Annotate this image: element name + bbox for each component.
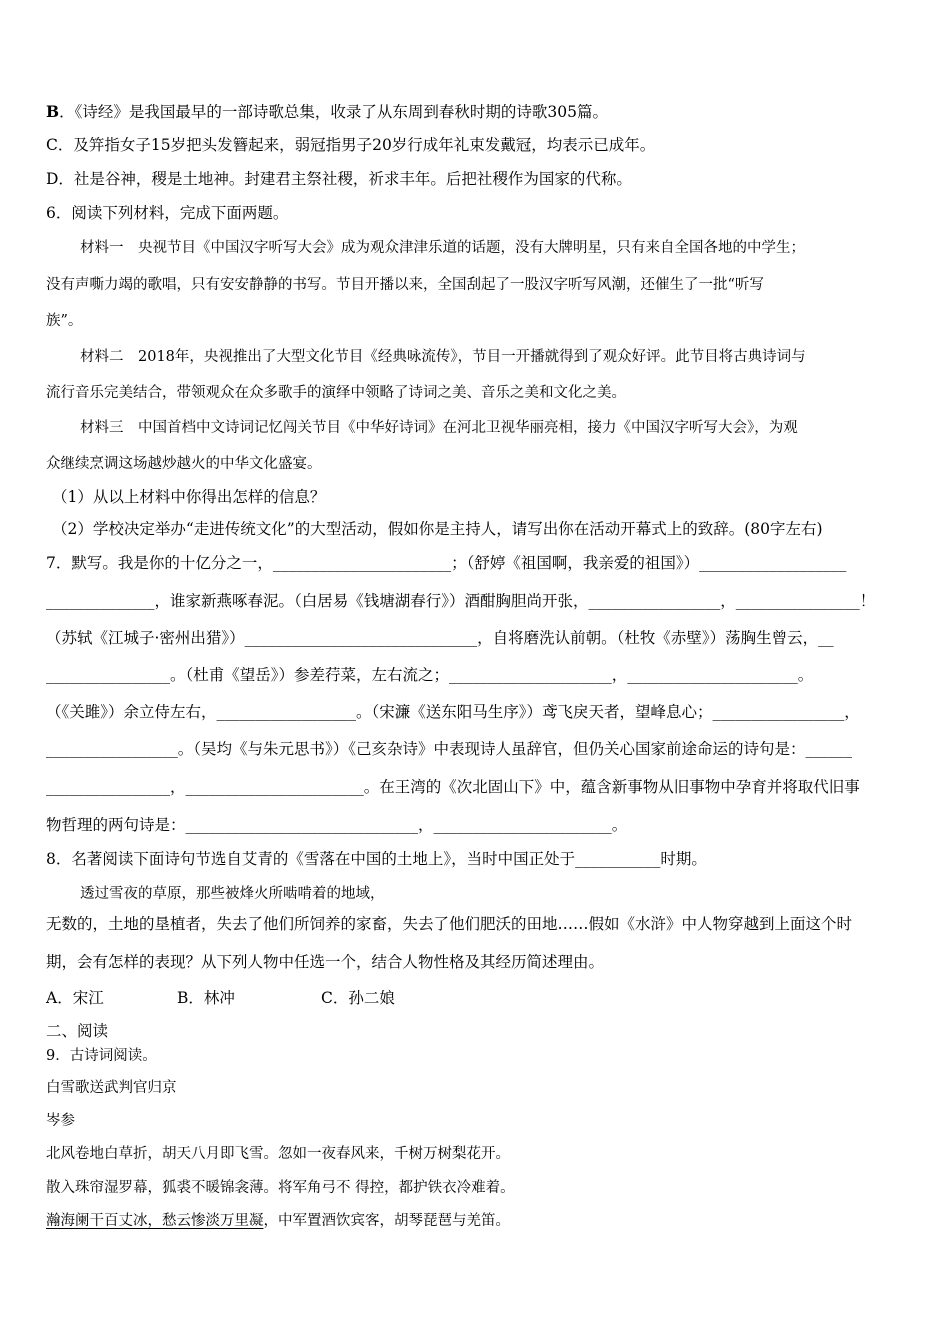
- option-c: C．及笄指女子15岁把头发簪起来，弱冠指男子20岁行成年礼束发戴冠，均表示已成年。: [46, 136, 656, 154]
- question-7-line-3: （苏轼《江城子·密州出猎》）______________________________，自将磨洗认前朝。（杜牧《赤壁》）荡胸生曾云，__: [46, 629, 834, 647]
- material-1-line-3: 族”。: [46, 313, 83, 329]
- question-7-line-8: 物哲理的两句诗是：______________________________，_______________________。: [46, 816, 628, 834]
- question-9-title: 9．古诗词阅读。: [46, 1048, 157, 1064]
- question-7-line-5: （《关雎》）余立侍左右，__________________。（宋濂《送东阳马生序》）鸢飞戾天者，望峰息心；_________________，: [46, 703, 860, 721]
- poem-line-1: 北风卷地白草折，胡天八月即飞雪。忽如一夜春风来，千树万树梨花开。: [46, 1146, 510, 1162]
- question-8-line-3: 期，会有怎样的表现？从下列人物中任选一个，结合人物性格及其经历简述理由。: [46, 953, 605, 971]
- question-8-line-2: 无数的，土地的垦植者，失去了他们所饲养的家畜，失去了他们肥沃的田地……假如《水浒》中人物穿越到上面这个时: [46, 915, 853, 933]
- question-6-title: 6．阅读下列材料，完成下面两题。: [46, 204, 289, 222]
- option-d: D．社是谷神，稷是土地神。封建君主祭社稷，祈求丰年。后把社稷作为国家的代称。: [46, 170, 632, 188]
- poem-line-3: [46, 1214, 510, 1229]
- material-2-line-2: 流行音乐完美结合，带领观众在众多歌手的演绎中领略了诗词之美、音乐之美和文化之美。: [46, 385, 626, 401]
- option-b-linchong: B．林冲: [177, 989, 235, 1007]
- poem-excerpt-line: 透过雪夜的草原，那些被烽火所啮啃着的地域，: [80, 886, 385, 902]
- question-7-line-4: ________________。（杜甫《望岳》）参差荇菜，左右流之；_____________________，______________________。: [46, 666, 814, 684]
- option-a-songjiang: A．宋江: [46, 989, 104, 1007]
- section-reading-heading: 二、阅读: [46, 1022, 109, 1040]
- material-3-line-2: 众继续烹调这场越炒越火的中华文化盛宴。: [46, 456, 322, 472]
- option-b: B．《诗经》是我国最早的一部诗歌总集，收录了从东周到春秋时期的诗歌305篇。: [46, 102, 608, 121]
- question-8-title: 8．名著阅读下面诗句节选自艾青的《雪落在中国的土地上》，当时中国正处于___________时期。: [46, 850, 707, 868]
- poem-author: 岑参: [46, 1113, 75, 1129]
- question-7-line-1: 7．默写。我是你的十亿分之一，_______________________；（舒婷《祖国啊，我亲爱的祖国》）___________________: [46, 554, 847, 572]
- material-2-line-1: 材料二 2018年，央视推出了大型文化节目《经典咏流传》，节目一开播就得到了观众好评。此节目将古典诗词与: [80, 349, 806, 365]
- poem-line-3-rest: ，中军置酒饮宾客，胡琴琵琶与羌笛。: [263, 1213, 510, 1229]
- question-6-2: （2）学校决定举办“走进传统文化”的大型活动，假如你是主持人，请写出你在活动开幕式上的致辞。(80字左右): [52, 520, 823, 538]
- poem-title: 白雪歌送武判官归京: [46, 1080, 177, 1096]
- question-8-options: [46, 991, 395, 1007]
- poem-underlined-phrase: 瀚海阑干百丈冰，愁云惨淡万里凝: [46, 1213, 264, 1229]
- question-7-line-7: ________________，_______________________。在王湾的《次北固山下》中，蕴含新事物从旧事物中孕育并将取代旧事: [46, 778, 860, 796]
- poem-line-2: 散入珠帘湿罗幕，狐裘不暖锦衾薄。将军角弓不 得控，都护铁衣冷难着。: [46, 1180, 515, 1196]
- question-7-line-6: _________________。（吴均《与朱元思书》）《己亥杂诗》中表现诗人虽辞官，但仍关心国家前途命运的诗句是：______: [46, 740, 853, 758]
- option-b-text: ．《诗经》是我国最早的一部诗歌总集，收录了从东周到春秋时期的诗歌305篇。: [59, 103, 608, 121]
- question-6-1: （1）从以上材料中你得出怎样的信息？: [52, 488, 326, 506]
- material-1-line-2: 没有声嘶力竭的歌唱，只有安安静静的书写。节目开播以来，全国刮起了一股汉字听写风潮，还催生了一批“听写: [46, 277, 764, 293]
- material-1-line-1: 材料一 央视节目《中国汉字听写大会》成为观众津津乐道的话题，没有大牌明星，只有来自全国各地的中学生；: [80, 240, 805, 256]
- question-7-line-2: ______________，谁家新燕啄春泥。（白居易《钱塘湖春行》）酒酣胸胆尚开张，_________________，________________！: [46, 592, 876, 610]
- material-3-line-1: 材料三 中国首档中文诗词记忆闯关节目《中华好诗词》在河北卫视华丽亮相，接力《中国汉字听写大会》，为观: [80, 420, 798, 436]
- option-c-sunerniang: C．孙二娘: [321, 989, 395, 1007]
